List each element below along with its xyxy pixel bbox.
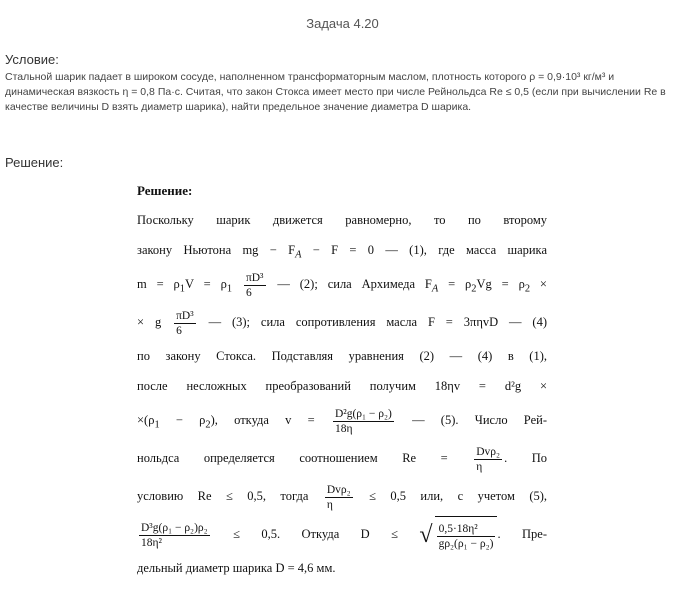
fraction-denominator: η bbox=[476, 460, 483, 473]
text: ≤ 0,5. Откуда D ≤ bbox=[211, 527, 420, 541]
text: — (3); сила сопротивления масла F = 3πηvD — (4) bbox=[197, 315, 547, 329]
text: дельный диаметр шарика D = 4,6 мм. bbox=[137, 561, 336, 575]
formula-fraction bbox=[174, 309, 196, 338]
text: V = ρ bbox=[184, 277, 227, 291]
formula-fraction bbox=[325, 483, 353, 512]
text: ×(ρ bbox=[137, 413, 155, 427]
text: ≤ 0,5 или, с учетом (5), bbox=[354, 489, 548, 503]
text: × g bbox=[137, 315, 162, 329]
solution-block bbox=[137, 183, 547, 583]
text: Поскольку шарик движется равномерно, то по второму bbox=[137, 213, 547, 227]
solution-line-8 bbox=[137, 439, 547, 477]
fraction-denominator: η bbox=[326, 498, 333, 511]
formula-fraction bbox=[333, 407, 394, 436]
solution-label: Решение: bbox=[5, 155, 64, 170]
text: — (5). Число Рей- bbox=[395, 413, 547, 427]
solution-line-9 bbox=[137, 477, 547, 515]
fraction-denominator: 18η² bbox=[141, 536, 162, 549]
text: − ρ bbox=[159, 413, 206, 427]
sqrt-symbol: √ bbox=[419, 522, 433, 549]
solution-line-1 bbox=[137, 205, 547, 235]
text: по закону Стокса. Подставляя уравнения (2) — (4) в (1), bbox=[137, 349, 547, 363]
solution-line-3: $m = \rho_1V = \rho_1$ $\frac{\text{πD³}}{6}$ — (2); сила Архимеда $F_A = \rho_2Vg = \rho_2$ × bbox=[137, 271, 547, 299]
fraction-denominator: 18η bbox=[334, 422, 353, 435]
text: . Пре- bbox=[497, 527, 547, 541]
fraction-denominator: 6 bbox=[245, 286, 252, 299]
fraction-denominator: gρ₂(ρ₁ − ρ₂) bbox=[438, 538, 494, 551]
text: m = ρ bbox=[137, 277, 180, 291]
solution-line-7: $\times(\rho_1 - \rho_2)$, откуда v = $\frac{\text{D²g(ρ₁ − ρ₂)}}{18\eta}$ — (5). Число Рей- bbox=[137, 407, 547, 435]
fraction-numerator: Dvρ₂ bbox=[476, 445, 501, 458]
solution-line-2: закону Ньютона mg − $F_A - F = 0$ — (1), где масса шарика bbox=[137, 243, 547, 261]
formula-fraction bbox=[139, 521, 210, 550]
text: закону Ньютона mg − F bbox=[137, 243, 296, 257]
condition-text: Стальной шарик падает в широком сосуде, наполненном трансформаторным маслом, плотность которого ρ = 0,9·10³ кг/м³ и динамическая вязкость η = 0,8 Па·с. Считая, что закон Стокса имеет место при числе Рейнольдса Re ≤ 0,5 (если при вычислении Re в качестве величины D взять диаметр шарика), найти предельное значение диаметра D шарика. bbox=[5, 71, 666, 113]
sqrt-radicand bbox=[435, 516, 498, 555]
formula-fraction bbox=[244, 271, 266, 300]
text: Vg = ρ bbox=[476, 277, 525, 291]
fraction-denominator: 6 bbox=[176, 324, 182, 337]
solution-heading: Решение: bbox=[137, 183, 193, 198]
formula-fraction bbox=[437, 522, 496, 551]
formula-fraction bbox=[474, 445, 502, 474]
condition-label: Условие: bbox=[5, 52, 59, 67]
text: нольдса определяется соотношением Re = bbox=[137, 451, 448, 465]
fraction-numerator: D²g(ρ₁ − ρ₂) bbox=[334, 407, 392, 420]
solution-line-6 bbox=[137, 371, 547, 401]
fraction-numerator: D³g(ρ₁ − ρ₂)ρ₂ bbox=[141, 521, 208, 534]
solution-line-11 bbox=[137, 553, 547, 583]
fraction-numerator: Dvρ₂ bbox=[326, 483, 351, 496]
text: × bbox=[530, 277, 547, 291]
fraction-numerator: πD³ bbox=[176, 309, 194, 322]
page-title: Задача 4.20 bbox=[306, 16, 379, 31]
solution-line-10 bbox=[137, 515, 547, 553]
text: = ρ bbox=[438, 277, 472, 291]
fraction-numerator: πD³ bbox=[245, 271, 264, 284]
text: после несложных преобразований получим 18ηv = d²g × bbox=[137, 379, 547, 393]
text: ), откуда v = bbox=[210, 413, 315, 427]
text: − F = 0 — (1), где масса шарика bbox=[301, 243, 547, 257]
fraction-numerator: 0,5·18η² bbox=[437, 522, 496, 537]
solution-line-4 bbox=[137, 303, 547, 341]
text: условию Re ≤ 0,5, тогда bbox=[137, 489, 309, 503]
solution-line-5 bbox=[137, 341, 547, 371]
text: — (2); сила Архимеда F bbox=[267, 277, 432, 291]
text: . По bbox=[504, 451, 548, 465]
